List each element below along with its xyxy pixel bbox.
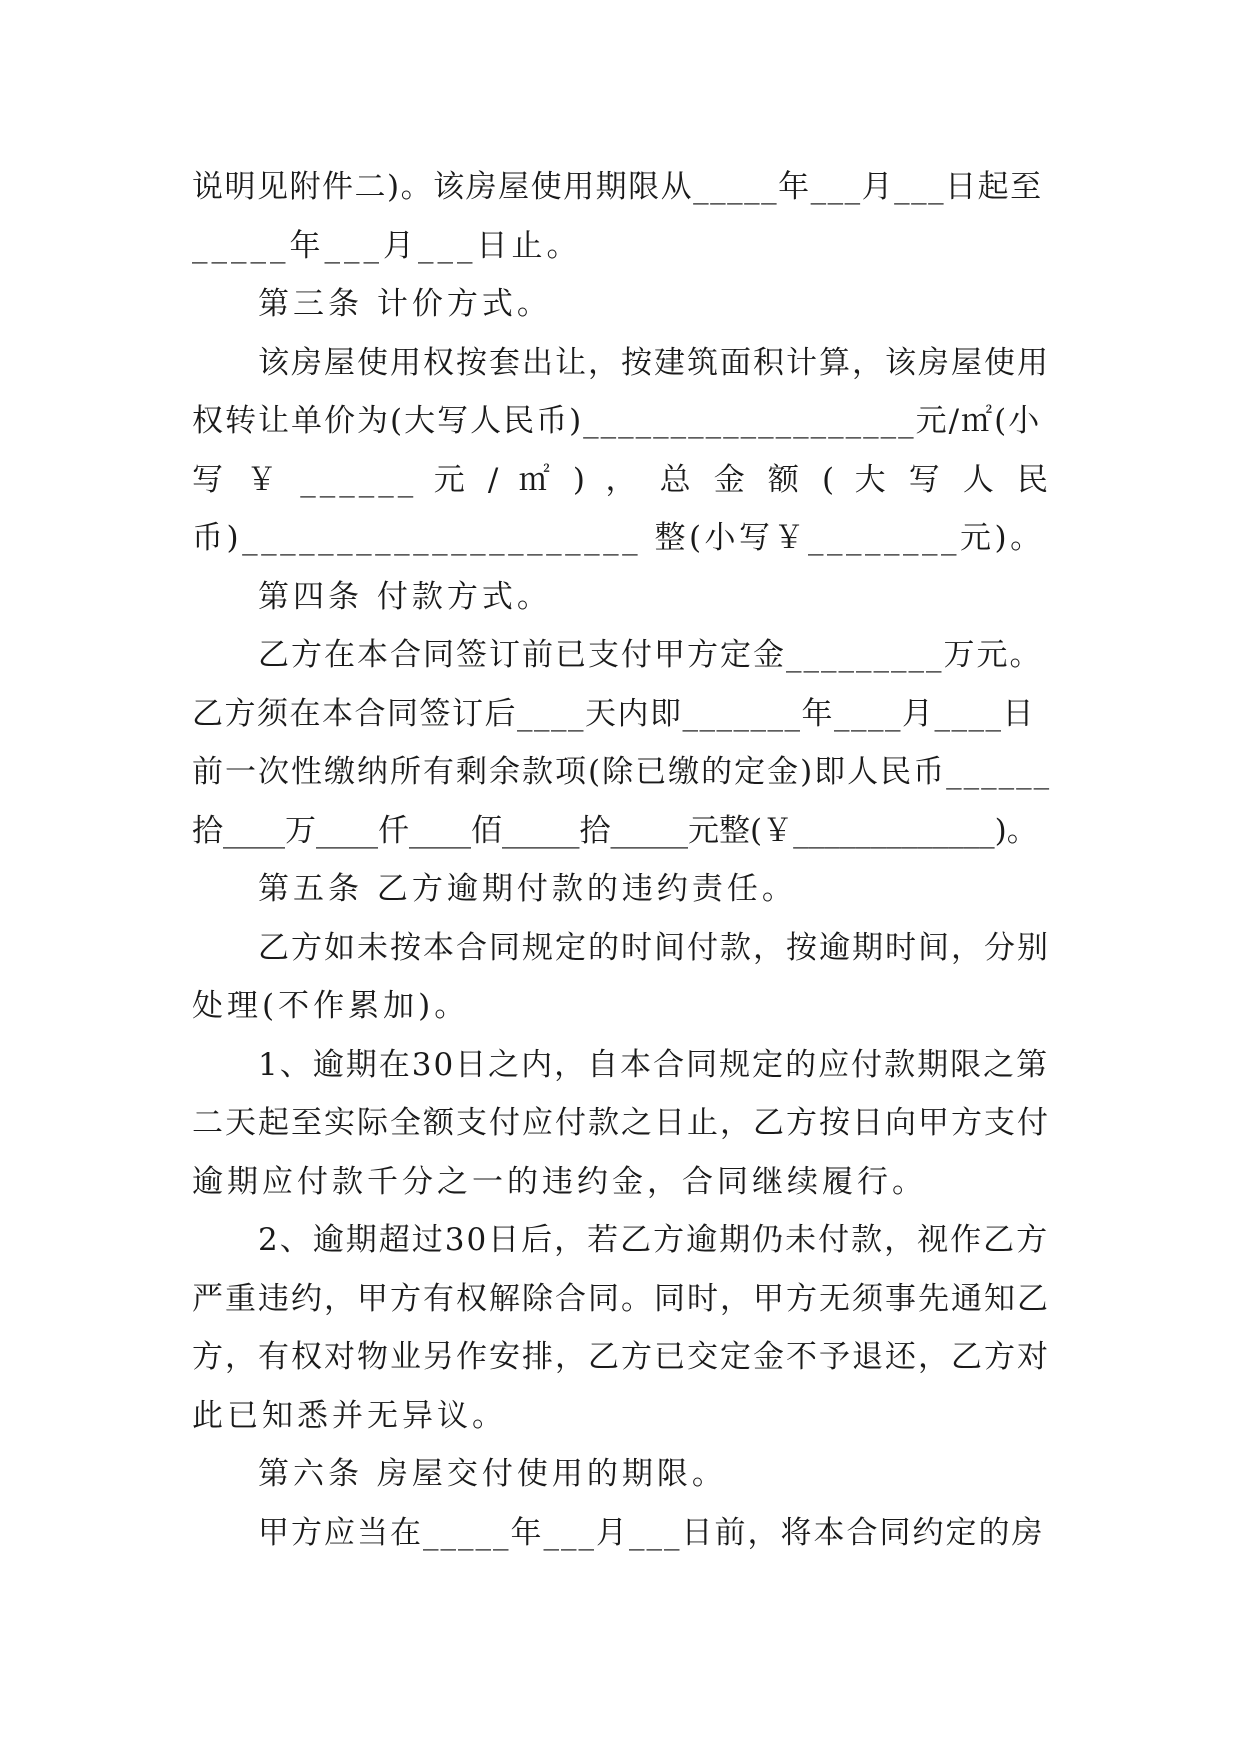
paragraph-line: 乙方在本合同签订前已支付甲方定金_________万元。 xyxy=(258,637,1043,673)
paragraph-line: 前一次性缴纳所有剩余款项(除已缴的定金)即人民币______ xyxy=(192,754,1052,790)
paragraph-line: 此已知悉并无异议。 xyxy=(192,1397,507,1434)
paragraph-line: 乙方须在本合同签订后____天内即_______年____月____日 xyxy=(192,695,1035,732)
paragraph-line: 处理(不作累加)。 xyxy=(192,988,470,1024)
paragraph-line: 二天起至实际全额支付应付款之日止，乙方按日向甲方支付 xyxy=(192,1105,1050,1141)
paragraph-line: 甲方应当在_____年___月___日前，将本合同约定的房 xyxy=(258,1514,1045,1551)
paragraph-line: 2、逾期超过30日后，若乙方逾期仍未付款，视作乙方 xyxy=(258,1222,1050,1258)
contract-text xyxy=(192,158,1052,1562)
article-heading: 第四条 付款方式。 xyxy=(258,578,552,615)
paragraph-line: 1、逾期在30日之内，自本合同规定的应付款期限之第 xyxy=(258,1046,1050,1083)
paragraph-line: 逾期应付款千分之一的违约金，合同继续履行。 xyxy=(192,1163,927,1200)
paragraph-line: 权转让单价为(大写人民币)___________________元/㎡(小 xyxy=(192,403,1042,439)
paragraph-line: 严重违约，甲方有权解除合同。同时，甲方无须事先通知乙 xyxy=(192,1280,1050,1317)
paragraph-line: 方，有权对物业另作安排，乙方已交定金不予退还，乙方对 xyxy=(192,1339,1050,1375)
paragraph-line: 拾____万____仟____佰_____拾_____元整(￥_____________)。 xyxy=(192,812,1038,849)
paragraph-line: _____年___月___日止。 xyxy=(192,227,582,264)
paragraph-line: 币)_____________________ 整(小写￥________元)。 xyxy=(192,520,1045,556)
paragraph-line: 说明见附件二)。该房屋使用期限从_____年___月___日起至 xyxy=(192,169,1043,205)
paragraph-line: 该房屋使用权按套出让，按建筑面积计算，该房屋使用 xyxy=(258,344,1050,381)
paragraph-line: 写 ￥ ______ 元 / ㎡ ) ， 总 金 额 ( 大 写 人 民 xyxy=(192,461,1052,498)
article-heading: 第五条 乙方逾期付款的违约责任。 xyxy=(258,871,797,907)
article-heading: 第六条 房屋交付使用的期限。 xyxy=(258,1456,727,1492)
paragraph-line: 乙方如未按本合同规定的时间付款，按逾期时间，分别 xyxy=(258,929,1050,966)
article-heading: 第三条 计价方式。 xyxy=(258,286,552,322)
